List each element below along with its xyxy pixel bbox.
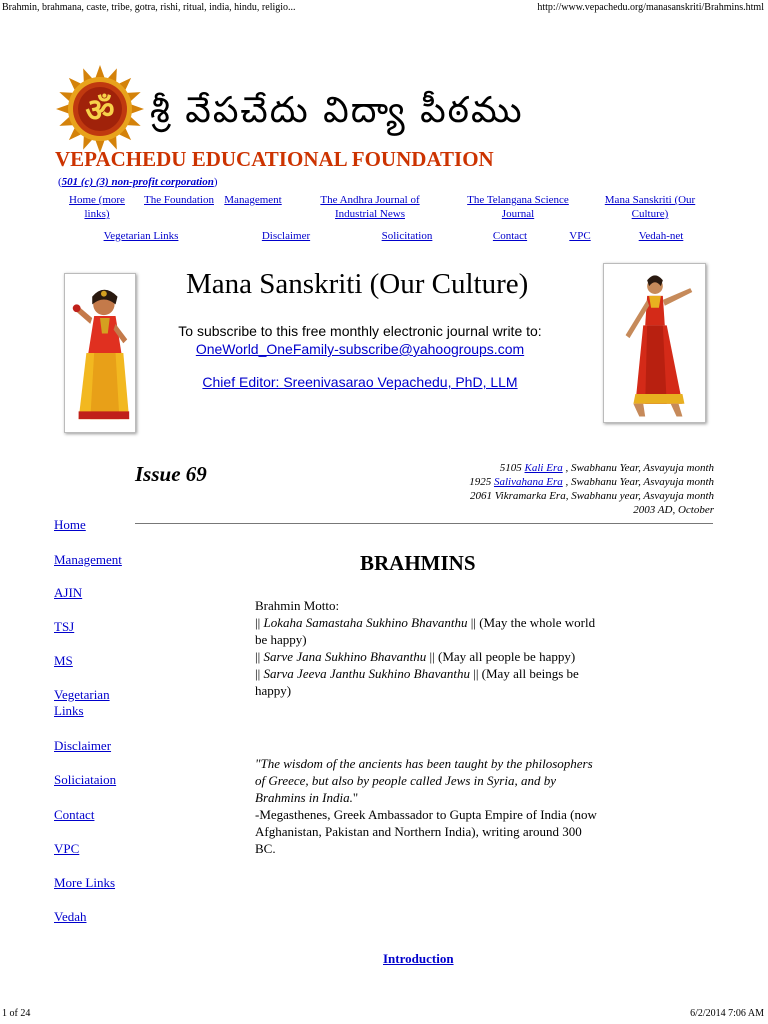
subscribe-instructions: To subscribe to this free monthly electronic journal write to:	[178, 323, 542, 339]
section-divider	[135, 523, 713, 524]
nav-link-tsj[interactable]: The Telangana Science Journal	[467, 194, 569, 220]
sidebar-item-vegetarian[interactable]: Vegetarian Links	[54, 687, 110, 718]
brahmin-motto	[255, 597, 600, 699]
print-timestamp: 6/2/2014 7:06 AM	[690, 1008, 764, 1019]
quote-attribution: -Megasthenes, Greek Ambassador to Gupta Empire of India (now Afghanistan, Pakistan and Northern India), writing around 300 BC.	[255, 807, 597, 856]
era-line-vikramarka: 2061 Vikramarka Era, Swabhanu year, Asvayuja month	[469, 490, 714, 502]
kali-era-link[interactable]: Kali Era	[524, 462, 563, 474]
sidebar-item-management[interactable]: Management	[54, 552, 122, 567]
sidebar-item-tsj[interactable]: TSJ	[54, 619, 75, 634]
intro-link-container	[383, 951, 454, 967]
page-heading: BRAHMINS	[360, 551, 476, 575]
org-name: VEPACHEDU EDUCATIONAL FOUNDATION	[55, 147, 494, 171]
era-line-ad: 2003 AD, October	[633, 504, 714, 516]
nav-link-vpc[interactable]: VPC	[569, 230, 591, 242]
sidebar-item-contact[interactable]: Contact	[54, 807, 95, 822]
chief-editor-link[interactable]: Chief Editor: Sreenivasarao Vepachedu, PhD, LLM	[202, 374, 518, 390]
nav-link-management[interactable]: Management	[224, 194, 282, 206]
dancer-image-left	[64, 273, 136, 433]
sidebar-item-vedah[interactable]: Vedah	[54, 909, 87, 924]
print-footer	[2, 1008, 764, 1022]
introduction-link[interactable]: Introduction	[383, 951, 454, 966]
print-page-number: 1 of 24	[2, 1008, 31, 1019]
issue-number: Issue 69	[135, 462, 207, 486]
motto-line: || Sarva Jeeva Janthu Sukhino Bhavanthu || (May all beings be happy)	[255, 666, 579, 698]
era-line-kali: 5105 Kali Era , Swabhanu Year, Asvayuja month	[499, 462, 714, 474]
print-page-title: Brahmin, brahmana, caste, tribe, gotra, rishi, ritual, india, hindu, religio...	[2, 2, 296, 13]
sidebar-item-ajin[interactable]: AJIN	[54, 585, 83, 600]
subscribe-email-link[interactable]: OneWorld_OneFamily-subscribe@yahoogroups.com	[195, 341, 525, 357]
era-dates	[384, 461, 714, 517]
sidebar-item-home[interactable]: Home	[54, 517, 86, 532]
print-header	[2, 2, 764, 16]
nav-link-disclaimer[interactable]: Disclaimer	[261, 230, 311, 242]
salivahana-era-link[interactable]: Salivahana Era	[493, 476, 563, 488]
nav-link-solicitation[interactable]: Solicitation	[381, 230, 433, 242]
nonprofit-link[interactable]: 501 (c) (3) non-profit corporation	[61, 176, 214, 188]
sidebar-item-vpc[interactable]: VPC	[54, 841, 80, 856]
svg-text:ॐ: ॐ	[85, 91, 115, 129]
megasthenes-quote	[255, 755, 600, 857]
dancer-image-right	[603, 263, 706, 423]
motto-line: || Sarve Jana Sukhino Bhavanthu || (May all people be happy)	[255, 649, 576, 664]
era-line-salivahana: 1925 Salivahana Era , Swabhanu Year, Asvayuja month	[469, 476, 714, 488]
org-subtitle: (501 (c) (3) non-profit corporation)	[58, 176, 218, 188]
telugu-title: శ్రీ వేపచేదు విద్యా పీఠము	[150, 90, 524, 131]
motto-line: || Lokaha Samastaha Sukhino Bhavanthu || (May the whole world be happy)	[255, 615, 596, 647]
sidebar-item-ms[interactable]: MS	[54, 653, 73, 668]
nav-link-ajin[interactable]: The Andhra Journal of Industrial News	[320, 194, 420, 220]
journal-title: Mana Sanskriti (Our Culture)	[186, 268, 529, 300]
sidebar-item-more-links[interactable]: More Links	[54, 875, 116, 890]
nav-link-home[interactable]: Home (more links)	[69, 194, 125, 220]
nav-link-contact[interactable]: Contact	[492, 230, 528, 242]
quote-text: "The wisdom of the ancients has been taught by the philosophers of Greece, but also by people called Jews in Syria, and by Brahmins in India."	[255, 756, 593, 805]
nav-link-vedah-net[interactable]: Vedah-net	[638, 230, 684, 242]
print-page-url: http://www.vepachedu.org/manasanskriti/Brahmins.html	[537, 2, 764, 13]
nav-link-ms[interactable]: Mana Sanskriti (Our Culture)	[604, 194, 696, 220]
chief-editor-container	[150, 374, 570, 390]
nav-link-foundation[interactable]: The Foundation	[144, 194, 214, 206]
motto-label: Brahmin Motto:	[255, 598, 340, 613]
sidebar-item-disclaimer[interactable]: Disclaimer	[54, 738, 112, 753]
sidebar-item-solicitation[interactable]: Soliciataion	[54, 772, 117, 787]
nav-link-vegetarian[interactable]: Vegetarian Links	[103, 230, 179, 242]
subscribe-email-container	[150, 341, 570, 357]
om-logo-icon	[55, 64, 145, 154]
